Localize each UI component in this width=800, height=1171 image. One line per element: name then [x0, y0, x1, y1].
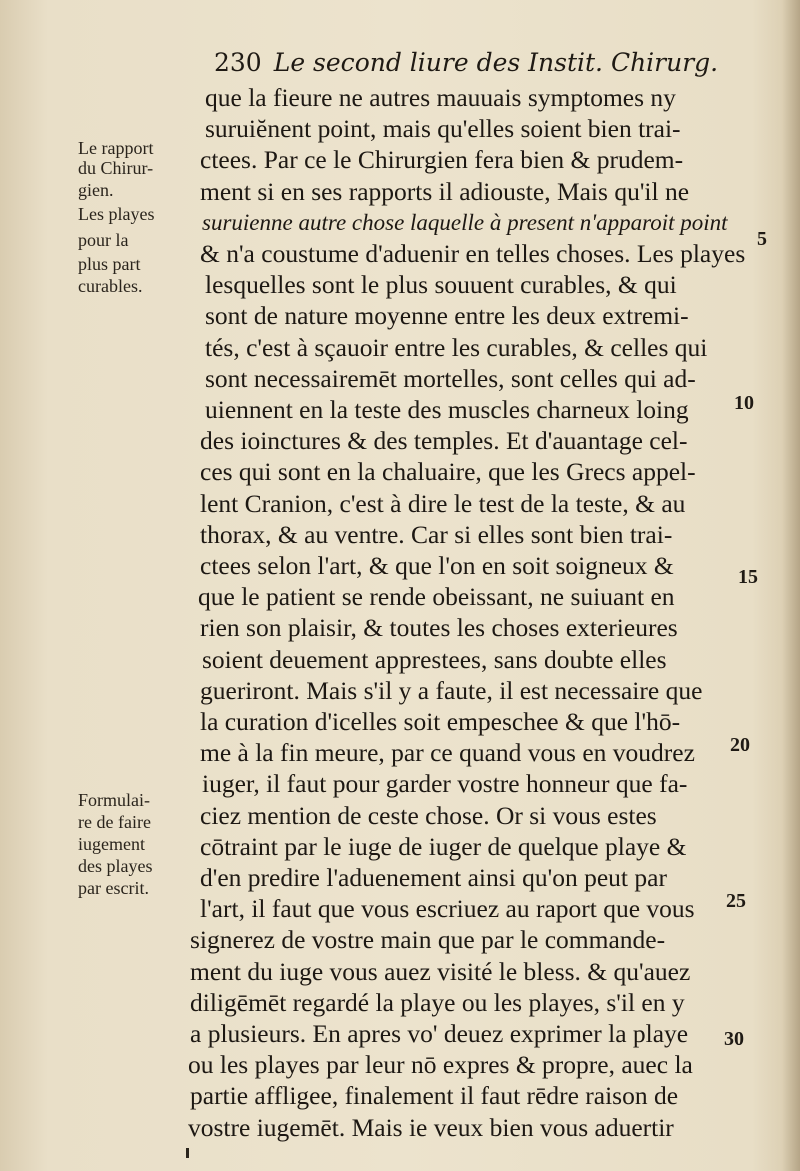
margin-note: des playes [78, 856, 153, 876]
text-line: d'en predire l'aduenement ainsi qu'on peut par [200, 863, 667, 892]
text-line: iuger, il faut pour garder vostre honneur que fa- [202, 769, 688, 799]
text-line: rien son plaisir, & toutes les choses exterieures [200, 613, 678, 643]
text-line: la curation d'icelles soit empeschee & que l'hō- [200, 707, 681, 736]
text-line: suruienne autre chose laquelle à present n'apparoit point [202, 209, 728, 235]
text-line: ciez mention de ceste chose. Or si vous estes [200, 800, 657, 830]
text-line: cōtraint par le iuge de iuger de quelque playe & [200, 831, 687, 861]
margin-note: Les playes [78, 204, 155, 224]
text-line: ment si en ses rapports il adiouste, Mais qu'il ne [200, 176, 690, 206]
text-line: que la fieure ne autres mauuais symptomes ny [205, 83, 676, 112]
margin-note: gien. [78, 180, 114, 200]
margin-note: iugement [78, 834, 145, 854]
margin-note: par escrit. [78, 878, 149, 898]
line-number: 20 [730, 734, 750, 756]
text-line: suruiĕnent point, mais qu'elles soient bien trai- [205, 114, 681, 144]
margin-note: plus part [78, 254, 141, 274]
margin-note: re de faire [78, 812, 151, 832]
text-line: l'art, il faut que vous escriuez au raport que vous [200, 894, 695, 924]
running-title: Le second liure des Instit. Chirurg. [273, 48, 719, 77]
text-line: a plusieurs. En apres vo' deuez exprimer la playe [190, 1019, 689, 1048]
margin-note: pour la [78, 230, 129, 250]
text-line: ces qui sont en la chaluaire, que les Grecs appel- [200, 457, 696, 487]
line-number: 10 [734, 392, 754, 414]
text-line: thorax, & au ventre. Car si elles sont bien trai- [200, 519, 673, 549]
text-line: ctees. Par ce le Chirurgien fera bien & prudem- [200, 145, 684, 175]
text-line: vostre iugemēt. Mais ie veux bien vous aduertir [188, 1112, 674, 1142]
text-line: lesquelles sont le plus souuent curables, & qui [205, 270, 677, 300]
text-line: que le patient se rende obeissant, ne suiuant en [198, 582, 675, 612]
margin-note: du Chirur- [78, 158, 154, 178]
text-line: & n'a coustume d'aduenir en telles choses. Les playes [200, 239, 746, 268]
text-line: diligēmēt regardé la playe ou les playes, s'il en y [190, 987, 685, 1017]
text-line: lent Cranion, c'est à dire le test de la teste, & au [200, 488, 686, 518]
text-line: partie affligee, finalement il faut rēdre raison de [190, 1081, 679, 1111]
text-line: uiennent en la teste des muscles charneux loing [205, 395, 689, 424]
running-header [214, 48, 718, 77]
text-line: ctees selon l'art, & que l'on en soit soigneux & [200, 551, 674, 580]
text-line: ou les playes par leur nō expres & propre, auec la [188, 1050, 693, 1080]
text-line: soient deuement apprestees, sans doubte elles [202, 644, 667, 674]
line-number: 25 [726, 890, 746, 912]
text-line: des ioinctures & des temples. Et d'auantage cel- [200, 426, 688, 456]
line-number: 5 [757, 228, 767, 250]
line-number: 30 [724, 1028, 744, 1050]
text-line: sont de nature moyenne entre les deux extremi- [205, 301, 689, 331]
text-line: signerez de vostre main que par le commande- [190, 925, 666, 955]
text-line: tés, c'est à sçauoir entre les curables, & celles qui [205, 332, 708, 362]
margin-note: Le rapport [78, 138, 154, 158]
page-edge-shadow [782, 0, 800, 1171]
bottom-printer-mark [186, 1148, 189, 1158]
text-line: sont necessairemēt mortelles, sont celles qui ad- [205, 363, 696, 393]
margin-note: curables. [78, 276, 143, 296]
text-line: me à la fin meure, par ce quand vous en voudrez [200, 738, 695, 768]
page-number: 230 [214, 48, 262, 77]
text-line: ment du iuge vous auez visité le bless. & qu'auez [190, 956, 691, 986]
margin-note: Formulai- [78, 790, 150, 810]
line-number: 15 [738, 566, 758, 588]
text-line: gueriront. Mais s'il y a faute, il est necessaire que [200, 675, 703, 705]
